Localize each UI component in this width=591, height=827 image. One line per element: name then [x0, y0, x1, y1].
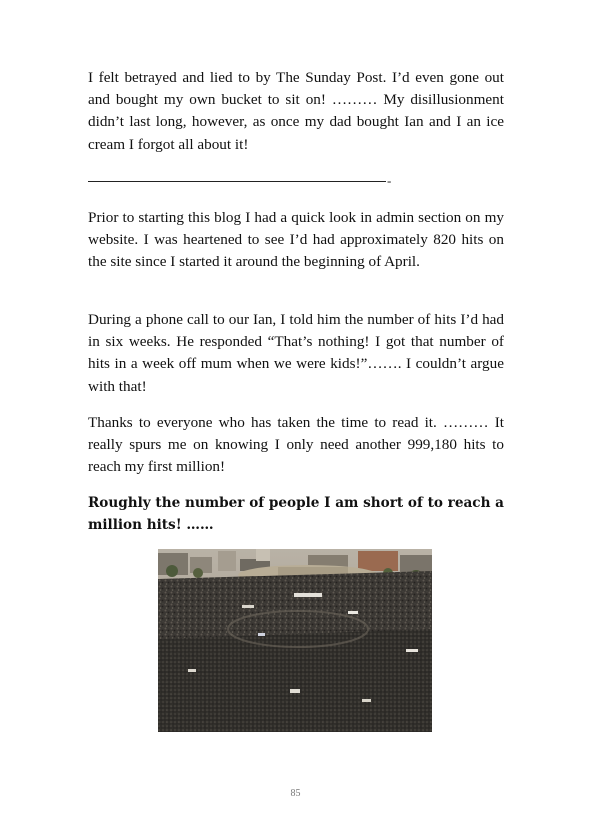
section-divider	[88, 181, 386, 182]
crowd-photo	[158, 549, 432, 732]
page-number: 85	[290, 788, 301, 799]
crowd-photo-image	[158, 549, 432, 732]
paragraph-admin-section: Prior to starting this blog I had a quick look in admin section on my website. I was heartened to see I’d had approximately 820 hits on the site since I started it around the beginning of April.	[88, 209, 504, 271]
paragraph-sunday-post: I felt betrayed and lied to by The Sunday Post. I’d even gone out and bought my own bucket to sit on! ……… My disillusionment didn’t last long, however, as once my dad bought Ian and I an ice cream I forgot all about it!	[88, 69, 504, 153]
photo-caption: Roughly the number of people I am short of to reach a million hits! ……	[88, 495, 504, 533]
paragraph-thanks: Thanks to everyone who has taken the time to read it. ……… It really spurs me on knowing I only need another 999,180 hits to reach my first million!	[88, 414, 504, 476]
divider-tail: -	[387, 173, 392, 188]
paragraph-phone-call: During a phone call to our Ian, I told him the number of hits I’d had in six weeks. He responded “That’s nothing! I got that number of hits in a week off mum when we were kids!”……. I couldn’t argue with that!	[88, 311, 504, 395]
